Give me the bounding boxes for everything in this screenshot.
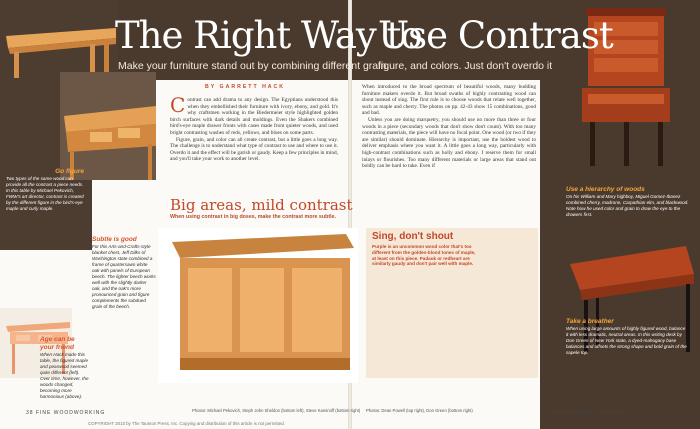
caption-title: Go figure — [55, 168, 84, 175]
caption-go-figure — [6, 168, 84, 212]
article-title-right: Use Contrast — [378, 14, 613, 57]
sidebar-title: Sing, don't shout — [372, 231, 454, 242]
body-paragraph: Figure, grain, and color can all create contrast, but a little goes a long way. The challenge is to understand what type of contrast to use and where to use it. Overdo it and the effect will be garish or gaudy. Keep a few principles in mind, and you'll take your work to another level. — [170, 136, 338, 163]
caption-age-friend — [40, 336, 90, 400]
caption-take-a-breather — [566, 318, 688, 356]
byline: BY GARRETT HACK — [205, 84, 286, 90]
desk-photo — [60, 72, 156, 180]
article-title-left: The Right Way to — [115, 14, 422, 57]
sidebar-text: Purple is an uncommon wood color that's too different from the golden-blond tones of maple, at least on this piece. Padauk or redheart are similarly gaudy and don't pair well with maple. — [372, 244, 476, 267]
caption-title: Take a breather — [566, 318, 614, 325]
body-paragraph: When introduced to the broad spectrum of beautiful woods, many budding furniture makers overdo it. But broad swaths of highly contrasting wood can shout instead of sing. The first rule is to choose woods that relate well together, such as maple and cherry. The photos on pp. 42-43 show 15 combinations, good and bad. — [362, 84, 536, 117]
photo-credits-left: Photos: Michael Pekovich, Steph John Sheldon (bottom left), Steve Kaminoff (bottom right) — [192, 408, 361, 413]
caption-title: Use a hierarchy of woods — [566, 186, 645, 193]
photo-credits-right: Photos: Dean Powell (top right), Don Green (bottom right) — [366, 408, 473, 413]
caption-text: For this Arts-and-Crafts-style blanket chest, Jeff Dilks of Washington state combined a frame of quartersawn white oak with panels of European beech. The lighter beech works well with the slightly darker oak, and the oak's more pronounced grain and figure complements the subdued grain of the beech. — [92, 244, 156, 309]
caption-subtle-is-good — [92, 236, 156, 310]
body-paragraph: Contrast can add drama to any design. The Egyptians understood this when they embellished their furniture with ivory, ebony, and gold. It's why craftsmen working in the Biedermeier style highlighted golden birch surfaces with dark details and moldings. Even the Shakers combined bird's-eye maple drawer fronts with cases made from quieter woods, and used bright contrasting washes of reds, yellows, and blues on some parts. — [170, 93, 338, 136]
body-column-2 — [362, 84, 536, 170]
folio-left: 38 FINE WOODWORKING — [26, 410, 106, 416]
caption-text: On his William and Mary highboy, Miguel Gomez-Ibanez combined cherry, madrone, Carpathian elm, and blackwood. Note how he used color and grain to draw the eye to the drawers first. — [566, 194, 689, 217]
caption-text: When Hack made this table, the figured maple and pearwood seemed quite different (left). Over time, however, the woods changed, becoming more harmonious (above). — [40, 352, 89, 399]
section-heading: Big areas, mild contrast — [170, 196, 353, 214]
copyright-notice: COPYRIGHT 2010 by The Taunton Press, Inc. Copying and distribution of this article is not permitted. — [88, 421, 285, 426]
maple-table-photo — [0, 0, 118, 78]
caption-text: When using large amounts of highly figured wood, balance it with less dramatic, neutral areas. In this writing desk by Don Green of New York state, a dyed-mahogany base balances and offsets the strong shape and bold grain of the sapele top. — [566, 326, 687, 355]
folio-right: MARCH/APRIL 2010 39 — [552, 410, 625, 416]
section-deck: When using contrast in big doses, make the contrast more subtle. — [170, 214, 336, 220]
caption-text: Two types of the same wood can provide all the contrast a piece needs. In this table by Michael Pekovich, FWW's art director, contrast is created by the different figure in the bird's-eye maple and curly maple. — [6, 176, 84, 211]
article-subtitle-left: Make your furniture stand out by combining different grain, — [118, 60, 390, 72]
drop-cap: C — [170, 93, 186, 117]
caption-title: Subtle is good — [92, 236, 137, 243]
article-subtitle-right: figure, and colors. Just don't overdo it — [378, 60, 553, 72]
caption-title: Age can be your friend — [40, 336, 75, 351]
body-column-1 — [170, 93, 338, 163]
blanket-chest-photo — [158, 228, 358, 383]
body-paragraph: Unless you are doing marquetry, you should use no more than three or four woods in a piece (secondary woods that don't show don't count). With too many contrasting materials, the piece will have no focal point. One wood (or two if they are similar) should dominate. Hierarchy is important, use the boldest wood to deliver emphasis where you want it. A little goes a long way, particularly with high-contrast combinations such as holly and ebony. I reserve them for small inlays or flourishes. Too many different materials or large areas that stand out boldly can be hard to take. Even if — [362, 116, 536, 170]
caption-hierarchy — [566, 186, 694, 218]
